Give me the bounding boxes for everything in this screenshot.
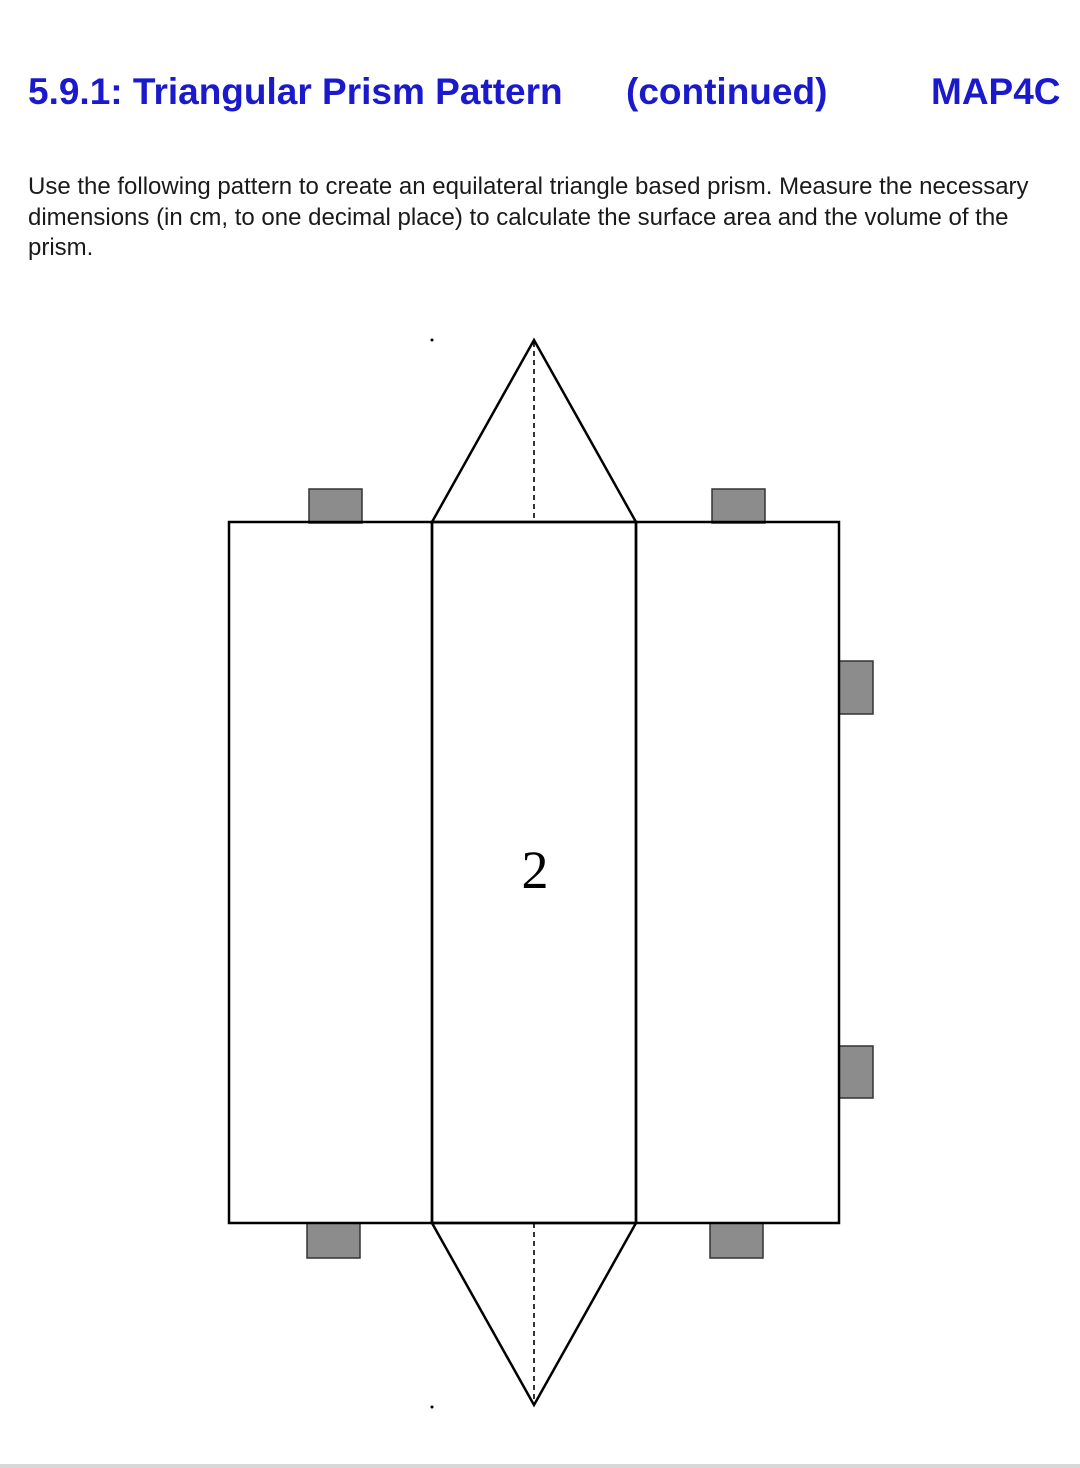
- top-triangle-face: [432, 340, 636, 522]
- glue-tab-top-right: [712, 489, 765, 523]
- lesson-title: 5.9.1: Triangular Prism Pattern: [28, 71, 563, 112]
- course-code: MAP4C: [931, 71, 1061, 112]
- rectangle-face-right: [636, 522, 839, 1223]
- glue-tab-top-left: [309, 489, 362, 523]
- instructions-text: Use the following pattern to create an equilateral triangle based prism. Measure the necessary dimensions (in cm, to one decimal place) to calculate the surface area and the volume of the prism.: [28, 173, 1029, 261]
- stray-dot-bottom: [431, 1406, 434, 1409]
- face-number-label: 2: [521, 840, 549, 900]
- glue-tab-bottom-right: [710, 1223, 763, 1258]
- glue-tab-bottom-left: [307, 1223, 360, 1258]
- lesson-subtitle: (continued): [626, 71, 828, 112]
- stray-dot-top: [431, 339, 434, 342]
- page-bottom-rule: [0, 1464, 1080, 1468]
- glue-tab-right-upper: [839, 661, 873, 714]
- glue-tab-right-lower: [839, 1046, 873, 1098]
- rectangle-face-left: [229, 522, 432, 1223]
